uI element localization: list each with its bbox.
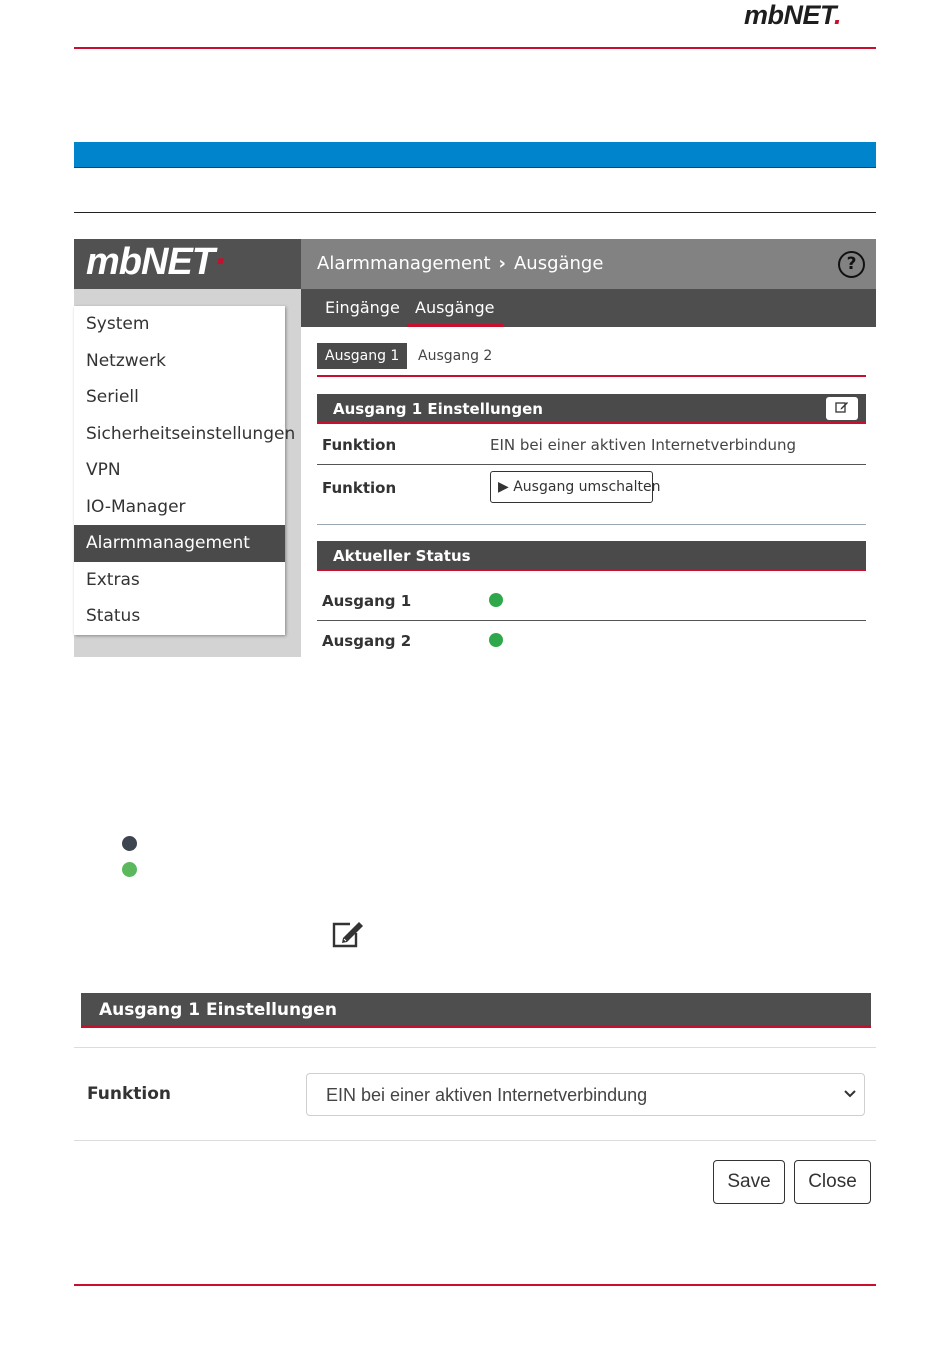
mbnet-logo: mbNET. — [744, 0, 842, 30]
row-divider — [317, 464, 866, 465]
brand-header — [74, 239, 301, 289]
status-indicator-ausgang-1 — [489, 593, 503, 607]
sidebar-menu — [74, 306, 296, 635]
funktion-label: Funktion — [322, 436, 397, 454]
funktion-label-2: Funktion — [322, 479, 397, 497]
app-header — [301, 239, 876, 289]
status-indicator-ausgang-2 — [489, 633, 503, 647]
close-button[interactable]: Close — [794, 1160, 871, 1204]
app-screenshot — [74, 239, 876, 657]
status-off-legend-icon — [122, 836, 137, 851]
status-panel-title: Aktueller Status — [333, 547, 471, 565]
edit-icon — [835, 400, 849, 414]
sidebar-item-seriell[interactable]: Seriell — [86, 387, 139, 407]
tab-eingaenge[interactable]: Eingänge — [325, 298, 400, 317]
sidebar-item-io-manager[interactable]: IO-Manager — [86, 496, 186, 517]
sidebar-item-status[interactable]: Status — [86, 606, 141, 626]
sidebar — [74, 239, 301, 657]
tab-ausgang-2[interactable]: Ausgang 2 — [418, 348, 493, 364]
help-icon[interactable]: ? — [838, 251, 865, 278]
ausgang-2-status-label: Ausgang 2 — [322, 632, 412, 650]
edit-icon — [330, 920, 366, 950]
funktion-value: EIN bei einer aktiven Internetverbindung — [490, 436, 797, 454]
settings-panel-title: Ausgang 1 Einstellungen — [333, 400, 543, 418]
sidebar-item-vpn[interactable]: VPN — [86, 460, 121, 480]
row-divider — [317, 524, 866, 525]
sidebar-item-alarmmanagement[interactable]: Alarmmanagement — [74, 525, 285, 562]
chevron-right-icon: › — [498, 253, 506, 274]
footer-rule — [74, 1284, 876, 1286]
chevron-down-icon — [843, 1086, 857, 1100]
tab-ausgaenge[interactable]: Ausgänge — [407, 289, 503, 327]
dialog-title: Ausgang 1 Einstellungen — [99, 1000, 337, 1020]
breadcrumb — [317, 253, 603, 274]
sidebar-item-system[interactable]: System — [86, 314, 150, 334]
funktion-select[interactable] — [306, 1073, 865, 1116]
tab-ausgang-1[interactable]: Ausgang 1 — [317, 343, 407, 369]
section-bar — [74, 142, 876, 168]
ausgang-1-status-label: Ausgang 1 — [322, 592, 412, 610]
row-divider — [317, 620, 866, 621]
header-rule — [74, 47, 876, 49]
status-panel-header — [317, 541, 866, 571]
sidebar-item-sicherheitseinstellungen[interactable]: Sicherheitseinstellungen — [86, 423, 296, 444]
save-button[interactable]: Save — [713, 1160, 785, 1204]
dialog-footer-divider — [74, 1140, 876, 1141]
ausgang-umschalten-button[interactable]: ▶ Ausgang umschalten — [490, 471, 653, 503]
play-icon: ▶ — [498, 479, 509, 495]
status-on-legend-icon — [122, 862, 137, 877]
funktion-select-value: EIN bei einer aktiven Internetverbindung — [326, 1085, 648, 1105]
breadcrumb-parent[interactable]: Alarmmanagement — [317, 253, 491, 274]
funktion-field-label: Funktion — [87, 1084, 172, 1104]
breadcrumb-current: Ausgänge — [513, 253, 604, 274]
sub-navigation — [301, 289, 876, 327]
sidebar-item-extras[interactable]: Extras — [86, 569, 140, 590]
dialog-divider — [74, 1047, 876, 1048]
dialog-header — [81, 993, 871, 1028]
brand-logo: mbNET· — [86, 241, 226, 283]
sidebar-item-netzwerk[interactable]: Netzwerk — [86, 350, 166, 371]
settings-panel-header — [317, 394, 866, 424]
section-rule — [74, 212, 876, 213]
output-tabs — [317, 343, 866, 377]
edit-button[interactable] — [826, 397, 858, 420]
